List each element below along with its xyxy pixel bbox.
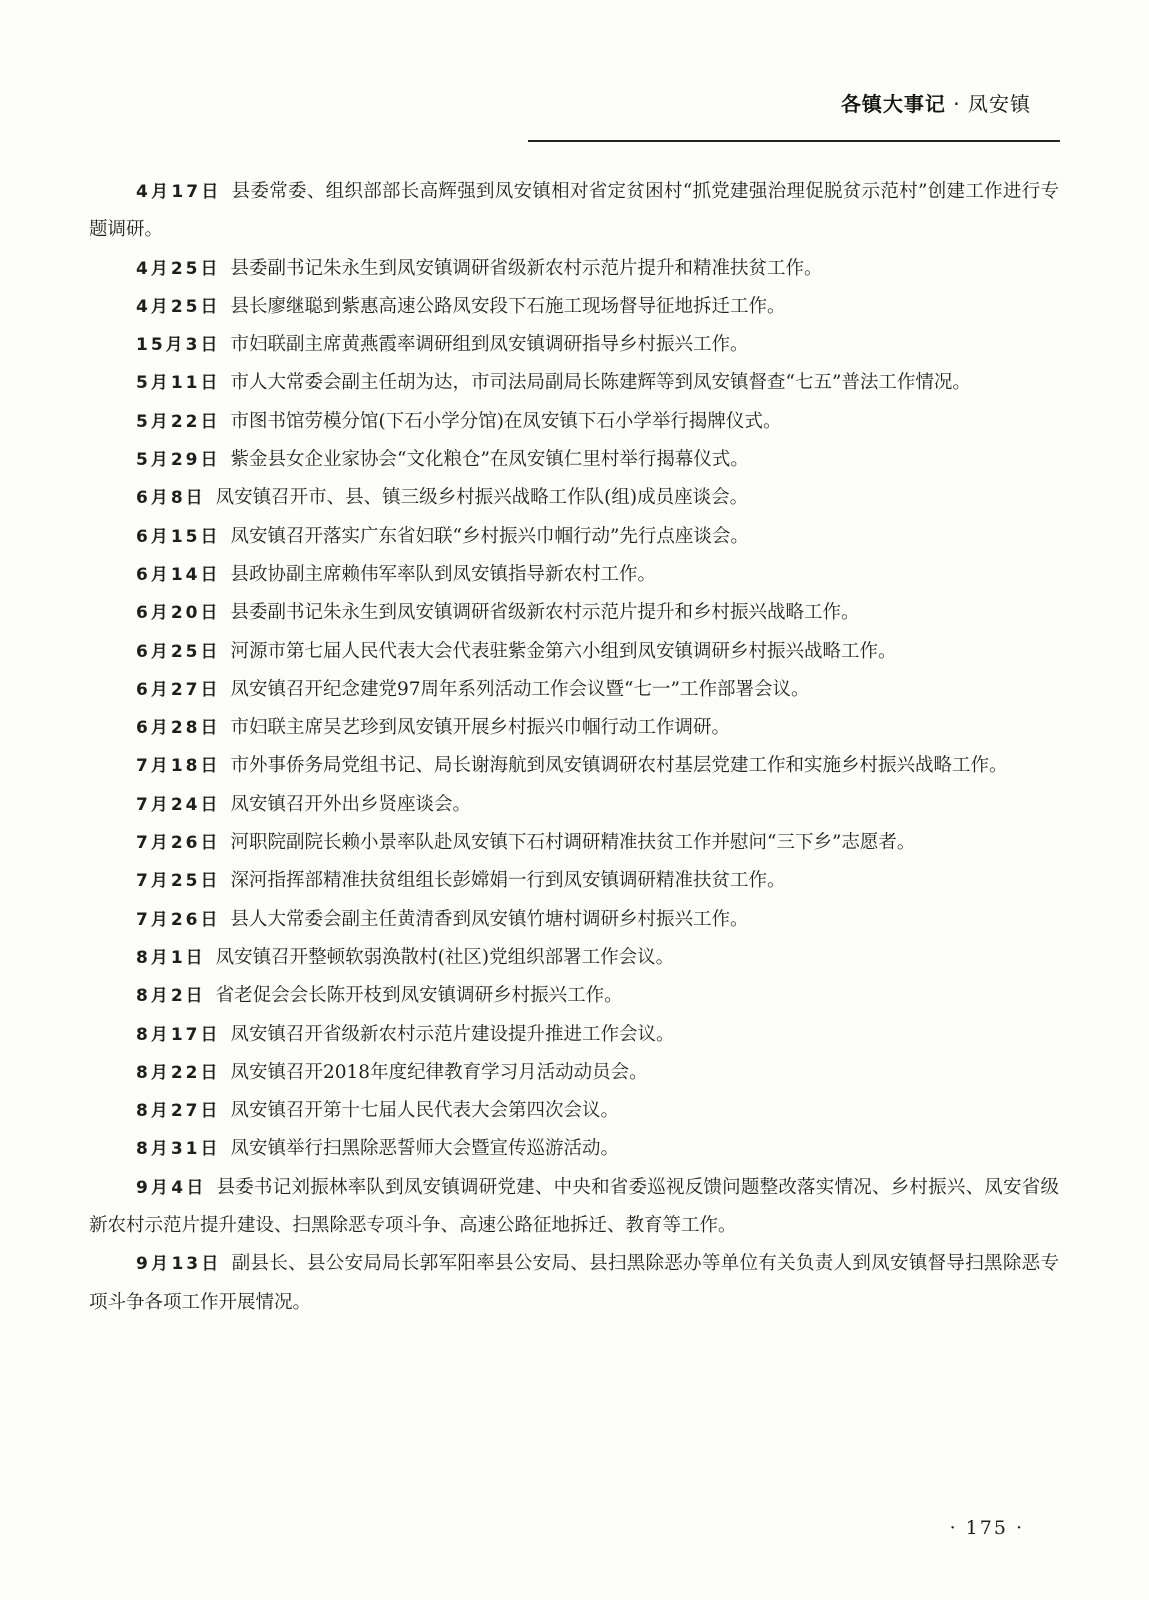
event-entry <box>89 862 1059 900</box>
event-entry <box>89 441 1059 479</box>
event-text: 市外事侨务局党组书记、局长谢海航到凤安镇调研农村基层党建工作和实施乡村振兴战略工作。 <box>230 755 1008 777</box>
event-text: 市妇联副主席黄燕霞率调研组到凤安镇调研指导乡村振兴工作。 <box>230 334 749 356</box>
event-text: 河职院副院长赖小景率队赴凤安镇下石村调研精准扶贫工作并慰问“三下乡”志愿者。 <box>230 832 916 854</box>
event-entry <box>89 326 1059 364</box>
event-text: 县政协副主席赖伟军率队到凤安镇指导新农村工作。 <box>230 563 657 585</box>
event-entry <box>89 709 1059 747</box>
event-date: 6月28日 <box>136 718 221 739</box>
event-date: 6月14日 <box>136 564 221 585</box>
event-text: 紫金县女企业家协会“文化粮仓”在凤安镇仁里村举行揭幕仪式。 <box>230 449 749 471</box>
event-entry <box>89 250 1059 288</box>
event-text: 省老促会会长陈开枝到凤安镇调研乡村振兴工作。 <box>215 985 623 1007</box>
event-date: 7月26日 <box>136 909 221 930</box>
event-text: 凤安镇召开省级新农村示范片建设提升推进工作会议。 <box>230 1023 675 1045</box>
event-entry <box>89 403 1059 441</box>
event-date: 6月20日 <box>136 603 221 624</box>
event-entry <box>89 1169 1059 1246</box>
event-text: 凤安镇召开市、县、镇三级乡村振兴战略工作队(组)成员座谈会。 <box>215 487 749 509</box>
event-entry <box>89 288 1059 326</box>
event-date: 9月4日 <box>136 1177 207 1198</box>
event-entry <box>89 1130 1059 1168</box>
event-entry <box>89 173 1059 250</box>
event-text: 市妇联主席吴艺珍到凤安镇开展乡村振兴巾帼行动工作调研。 <box>230 717 731 739</box>
event-text: 副县长、县公安局局长郭军阳率县公安局、县扫黑除恶办等单位有关负责人到凤安镇督导扫黑除恶专项斗争各项工作开展情况。 <box>89 1253 1059 1313</box>
event-date: 9月13日 <box>136 1254 222 1275</box>
event-date: 5月11日 <box>136 373 221 394</box>
event-entry <box>89 518 1059 556</box>
header-separator: · <box>953 92 961 116</box>
event-text: 市人大常委会副主任胡为达，市司法局副局长陈建辉等到凤安镇督查“七五”普法工作情况。 <box>230 372 971 394</box>
event-text: 县委副书记朱永生到凤安镇调研省级新农村示范片提升和乡村振兴战略工作。 <box>230 602 860 624</box>
event-text: 凤安镇召开纪念建党97周年系列活动工作会议暨“七一”工作部署会议。 <box>230 678 810 700</box>
event-date: 8月17日 <box>136 1024 221 1045</box>
event-date: 6月25日 <box>136 641 221 662</box>
event-entry <box>89 824 1059 862</box>
event-entry <box>89 786 1059 824</box>
event-text: 凤安镇举行扫黑除恶誓师大会暨宣传巡游活动。 <box>230 1138 620 1160</box>
event-text: 凤安镇召开整顿软弱涣散村(社区)党组织部署工作会议。 <box>215 946 675 968</box>
event-date: 15月3日 <box>136 335 221 356</box>
event-date: 8月27日 <box>136 1101 221 1122</box>
event-entry <box>89 1054 1059 1092</box>
event-date: 5月29日 <box>136 450 221 471</box>
section-title: 各镇大事记 <box>840 92 946 116</box>
event-text: 深河指挥部精准扶贫组组长彭嫦娟一行到凤安镇调研精准扶贫工作。 <box>230 870 786 892</box>
event-date: 7月18日 <box>136 756 221 777</box>
event-text: 市图书馆劳模分馆(下石小学分馆)在凤安镇下石小学举行揭牌仪式。 <box>230 410 782 432</box>
event-date: 6月27日 <box>136 679 221 700</box>
event-list <box>89 173 1059 1322</box>
event-entry <box>89 671 1059 709</box>
event-entry <box>89 1092 1059 1130</box>
event-entry <box>89 1016 1059 1054</box>
event-entry <box>89 556 1059 594</box>
event-date: 8月31日 <box>136 1139 221 1160</box>
event-text: 县人大常委会副主任黄清香到凤安镇竹塘村调研乡村振兴工作。 <box>230 908 749 930</box>
event-date: 4月25日 <box>136 258 221 279</box>
running-header <box>841 88 1031 117</box>
event-text: 县委书记刘振林率队到凤安镇调研党建、中央和省委巡视反馈问题整改落实情况、乡村振兴、凤安省级新农村示范片提升建设、扫黑除恶专项斗争、高速公路征地拆迁、教育等工作。 <box>89 1176 1059 1237</box>
event-date: 7月26日 <box>136 833 221 854</box>
event-date: 6月15日 <box>136 526 221 547</box>
event-entry <box>89 901 1059 939</box>
event-date: 6月8日 <box>136 488 206 509</box>
event-entry <box>89 977 1059 1015</box>
subsection-title: 凤安镇 <box>968 92 1031 116</box>
event-entry <box>89 633 1059 671</box>
event-text: 县委常委、组织部部长高辉强到凤安镇相对省定贫困村“抓党建强治理促脱贫示范村”创建工作进行专题调研。 <box>89 181 1059 241</box>
event-entry <box>89 364 1059 402</box>
event-text: 县委副书记朱永生到凤安镇调研省级新农村示范片提升和精准扶贫工作。 <box>230 257 823 279</box>
event-text: 凤安镇召开第十七届人民代表大会第四次会议。 <box>230 1100 620 1122</box>
event-text: 凤安镇召开2018年度纪律教育学习月活动动员会。 <box>230 1061 648 1083</box>
event-date: 8月2日 <box>136 986 206 1007</box>
event-entry <box>89 479 1059 517</box>
event-text: 凤安镇召开落实广东省妇联“乡村振兴巾帼行动”先行点座谈会。 <box>230 525 749 547</box>
event-date: 4月17日 <box>136 182 222 202</box>
event-date: 8月1日 <box>136 947 206 968</box>
event-date: 4月25日 <box>136 296 221 317</box>
event-text: 河源市第七届人民代表大会代表驻紫金第六小组到凤安镇调研乡村振兴战略工作。 <box>230 640 897 662</box>
page-number: · 175 · <box>949 1517 1024 1539</box>
event-entry <box>89 747 1059 785</box>
event-text: 凤安镇召开外出乡贤座谈会。 <box>230 793 472 815</box>
event-text: 县长廖继聪到紫惠高速公路凤安段下石施工现场督导征地拆迁工作。 <box>230 295 786 317</box>
event-entry <box>89 939 1059 977</box>
header-rule <box>528 140 1060 142</box>
event-date: 8月22日 <box>136 1062 221 1083</box>
event-entry <box>89 594 1059 632</box>
event-entry <box>89 1245 1059 1322</box>
event-date: 7月24日 <box>136 794 221 815</box>
event-date: 5月22日 <box>136 411 221 432</box>
event-date: 7月25日 <box>136 871 221 892</box>
